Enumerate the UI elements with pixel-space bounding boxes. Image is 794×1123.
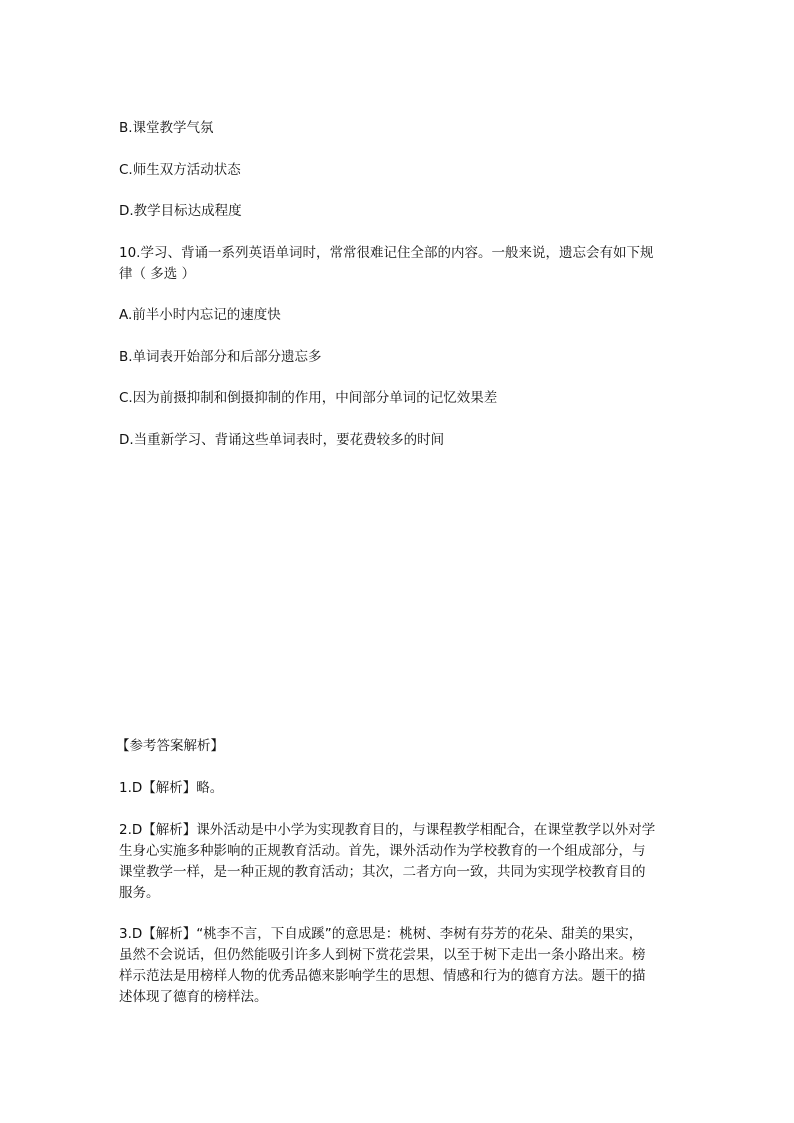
option-9b (119, 118, 689, 139)
option-9c (119, 160, 689, 181)
answer-3 (119, 924, 689, 1008)
answer-line: 生身心实施多种影响的正规教育活动。首先，课外活动作为学校教育的一个组成部分，与 (119, 843, 646, 859)
answers-heading (116, 736, 686, 757)
answer-1 (119, 778, 689, 799)
question-10-stem (119, 243, 689, 285)
option-10a (119, 305, 689, 326)
option-text: D.当重新学习、背诵这些单词表时，要花费较多的时间 (119, 432, 445, 448)
answer-line: 1.D【解析】略。 (119, 780, 224, 796)
answer-2 (119, 820, 689, 904)
answer-line: 述体现了德育的榜样法。 (119, 989, 268, 1005)
answer-line: 课堂教学一样，是一种正规的教育活动；其次，二者方向一致，共同为实现学校教育目的 (119, 864, 646, 880)
option-10b (119, 347, 689, 368)
answer-line: 服务。 (119, 885, 160, 901)
option-text: C.师生双方活动状态 (119, 162, 241, 178)
option-text: B.课堂教学气氛 (119, 120, 214, 136)
stem-line: 律（ 多选 ） (119, 266, 196, 282)
option-9d (119, 201, 689, 222)
stem-line: 10.学习、背诵一系列英语单词时，常常很难记住全部的内容。一般来说，遗忘会有如下规 (119, 245, 654, 261)
heading-text: 【参考答案解析】 (116, 738, 224, 754)
answer-line: 2.D【解析】课外活动是中小学为实现教育目的，与课程教学相配合，在课堂教学以外对学 (119, 822, 656, 838)
option-10c (119, 388, 689, 409)
option-text: B.单词表开始部分和后部分遗忘多 (119, 349, 322, 365)
answer-line: 样示范法是用榜样人物的优秀品德来影响学生的思想、情感和行为的德育方法。题干的描 (119, 968, 646, 984)
option-text: C.因为前摄抑制和倒摄抑制的作用，中间部分单词的记忆效果差 (119, 390, 498, 406)
option-text: D.教学目标达成程度 (119, 203, 242, 219)
answer-line: 虽然不会说话，但仍然能吸引许多人到树下赏花尝果，以至于树下走出一条小路出来。榜 (119, 947, 646, 963)
answer-line: 3.D【解析】“桃李不言，下自成蹊”的意思是：桃树、李树有芬芳的花朵、甜美的果实， (119, 926, 643, 942)
option-10d (119, 430, 689, 451)
option-text: A.前半小时内忘记的速度快 (119, 307, 281, 323)
